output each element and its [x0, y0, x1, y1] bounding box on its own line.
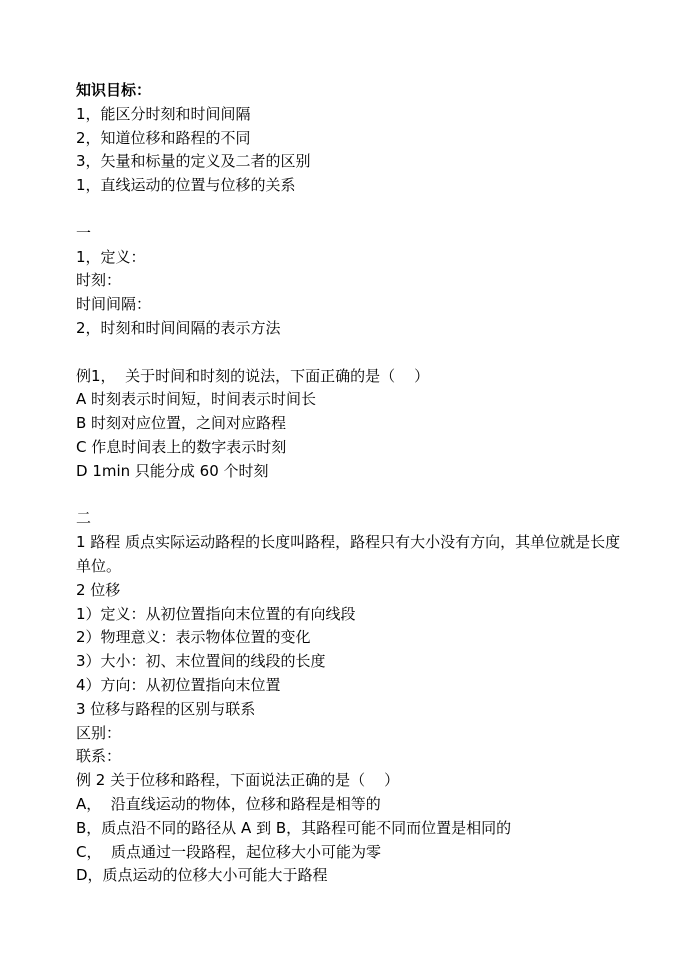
- example-one-option: D 1min 只能分成 60 个时刻: [76, 461, 269, 480]
- knowledge-goals-heading: 知识目标：: [76, 81, 152, 99]
- example-one-option: C 作息时间表上的数字表示时刻: [76, 437, 287, 456]
- blank-line: [76, 341, 621, 365]
- section-two-marker: 二: [76, 509, 92, 528]
- example-one-option: B 时刻对应位置，之间对应路程: [76, 414, 287, 433]
- example-one-question: 例1， 关于时间和时刻的说法，下面正确的是（ ）: [76, 366, 430, 385]
- goal-item: 3，矢量和标量的定义及二者的区别: [76, 152, 311, 171]
- blank-line: [76, 484, 621, 508]
- blank-line: [76, 198, 621, 222]
- example-two-option: C， 质点通过一段路程，起位移大小可能为零: [76, 842, 382, 861]
- example-two-option: B，质点沿不同的路径从 A 到 B，其路程可能不同而位置是相同的: [76, 818, 512, 837]
- section-one-line: 时刻：: [76, 271, 122, 290]
- section-two-line: 3）大小：初、末位置间的线段的长度: [76, 652, 326, 671]
- section-two-line: 区别：: [76, 723, 122, 742]
- section-two-line: 1 路程 质点实际运动路程的长度叫路程，路程只有大小没有方向，其单位就是长度单位。: [76, 533, 621, 575]
- goal-item: 1，直线运动的位置与位移的关系: [76, 176, 296, 195]
- goal-item: 1，能区分时刻和时间间隔: [76, 104, 251, 123]
- section-one-line: 1，定义：: [76, 247, 146, 266]
- section-two-line: 2）物理意义：表示物体位置的变化: [76, 628, 311, 647]
- document-page: [76, 79, 621, 888]
- section-two-line: 1）定义：从初位置指向末位置的有向线段: [76, 604, 356, 623]
- section-two-line: 联系：: [76, 747, 122, 766]
- section-one-line: 时间间隔：: [76, 295, 152, 314]
- example-two-option: D，质点运动的位移大小可能大于路程: [76, 866, 328, 885]
- section-two-line: 3 位移与路程的区别与联系: [76, 699, 256, 718]
- example-two-option: A， 沿直线运动的物体，位移和路程是相等的: [76, 794, 381, 813]
- example-one-option: A 时刻表示时间短，时间表示时间长: [76, 390, 317, 409]
- goal-item: 2，知道位移和路程的不同: [76, 128, 251, 147]
- section-one-line: 2，时刻和时间间隔的表示方法: [76, 318, 281, 337]
- example-two-question: 例 2 关于位移和路程，下面说法正确的是（ ）: [76, 771, 400, 790]
- section-two-line: 4）方向：从初位置指向末位置: [76, 675, 281, 694]
- section-two-line: 2 位移: [76, 580, 121, 599]
- section-one-marker: 一: [76, 223, 92, 242]
